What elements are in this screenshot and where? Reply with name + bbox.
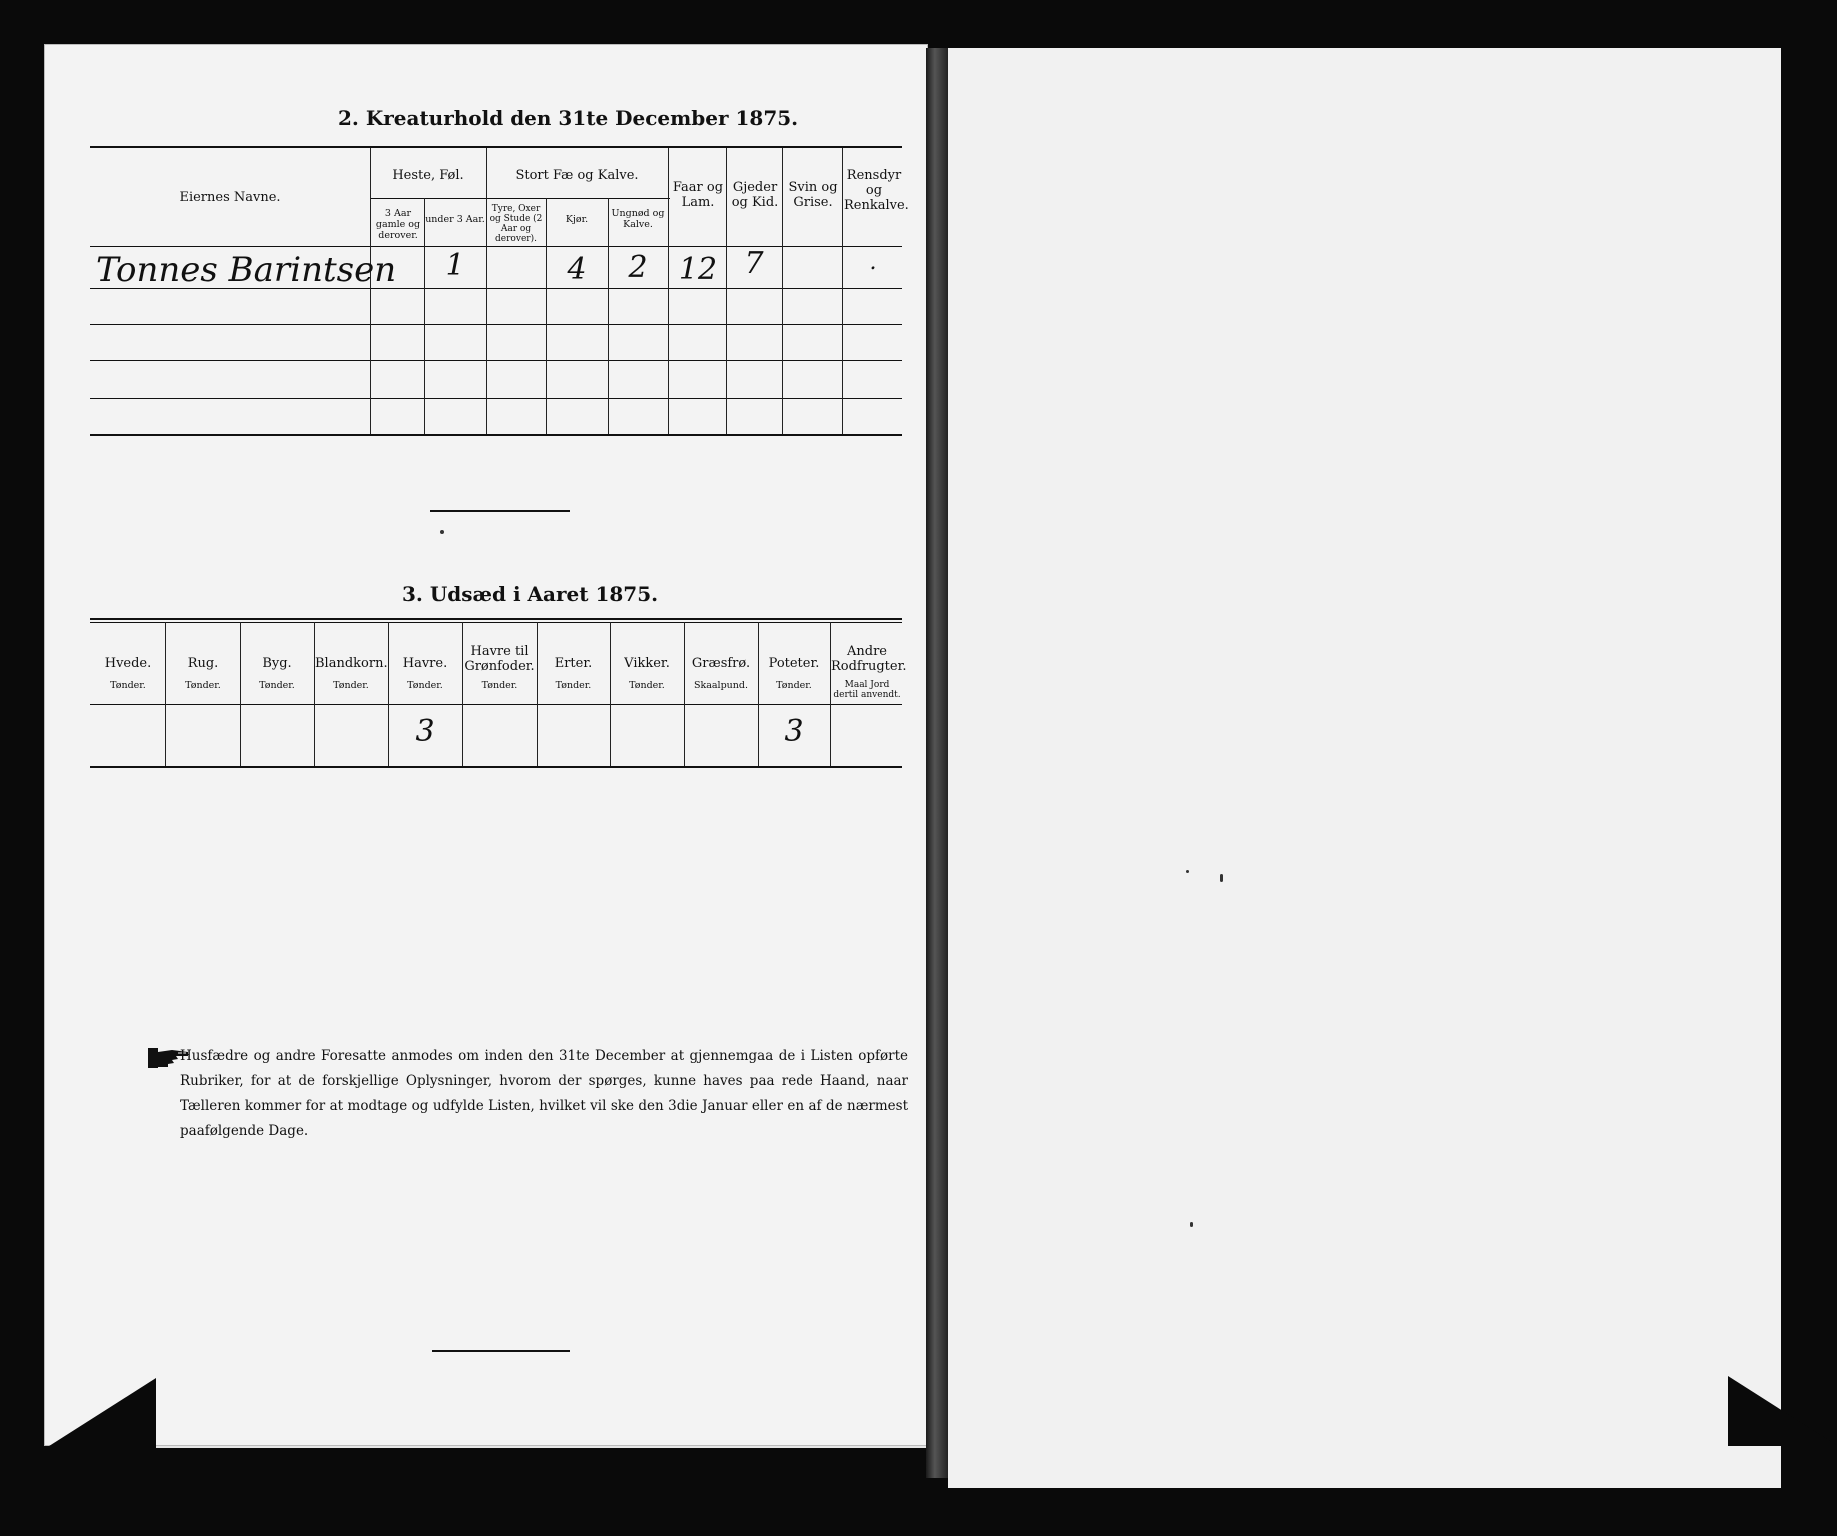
table2-top-rule: [90, 146, 902, 148]
unit-hvede: Tønder.: [110, 680, 146, 691]
header-erter: Erter.: [554, 656, 593, 671]
right-page-blank: [948, 48, 1781, 1488]
table2-col-divider: [424, 198, 425, 434]
corner-mount-left: [46, 1378, 156, 1448]
ink-speck: [1186, 870, 1189, 873]
unit-byg: Tønder.: [259, 680, 295, 691]
unit-blandkorn: Tønder.: [333, 680, 369, 691]
table2-col-divider: [370, 148, 371, 434]
header-gjeder: Gjeder og Kid.: [731, 180, 779, 210]
header-heste-young: under 3 Aar.: [425, 214, 485, 225]
table3-col-divider: [537, 622, 538, 766]
table2-col-divider: [486, 148, 487, 434]
ink-speck: [1220, 874, 1223, 882]
header-stort-fae: Stort Fæ og Kalve.: [515, 168, 639, 183]
header-owner-names: Eiernes Navne.: [179, 190, 281, 205]
unit-vikker: Tønder.: [629, 680, 665, 691]
ink-dot: [440, 530, 444, 534]
header-vikker: Vikker.: [624, 656, 670, 671]
header-rug: Rug.: [187, 656, 219, 671]
unit-andre-rodfrugter: Maal Jord dertil anvendt.: [833, 680, 901, 700]
value-havre: 3: [415, 714, 435, 749]
table2-row-rule: [90, 324, 902, 325]
section2-title: 2. Kreaturhold den 31te December 1875.: [338, 106, 799, 130]
row-faar: 12: [678, 252, 718, 287]
row-gjeder: 7: [744, 246, 764, 281]
header-havre: Havre.: [402, 656, 448, 671]
row-kjor: 4: [567, 252, 587, 287]
book-gutter: [926, 48, 948, 1478]
table2-col-divider: [546, 198, 547, 434]
table2-row-rule: [90, 360, 902, 361]
table2-subheader-rule: [370, 198, 670, 199]
unit-graesfro: Skaalpund.: [693, 680, 749, 691]
unit-havre: Tønder.: [407, 680, 443, 691]
header-havre-gronfoder: Havre til Grønfoder.: [464, 644, 535, 674]
header-hvede: Hvede.: [104, 656, 152, 671]
section3-title: 3. Udsæd i Aaret 1875.: [402, 582, 659, 606]
table3-col-divider: [610, 622, 611, 766]
table3-col-divider: [240, 622, 241, 766]
table2-col-divider: [668, 148, 669, 434]
header-graesfro: Græsfrø.: [691, 656, 751, 671]
table2-col-divider: [726, 148, 727, 434]
header-blandkorn: Blandkorn.: [315, 656, 388, 671]
corner-mount-right: [1728, 1376, 1837, 1446]
header-stude: Tyre, Oxer og Stude (2 Aar og derover).: [489, 204, 543, 244]
row-heste-young: 1: [445, 248, 465, 283]
header-andre-rodfrugter: Andre Rodfrugter.: [831, 644, 907, 674]
header-ungnod: Ungnød og Kalve.: [611, 208, 665, 230]
header-faar: Faar og Lam.: [672, 180, 724, 210]
value-poteter: 3: [784, 714, 804, 749]
header-heste-old: 3 Aar gamle og derover.: [375, 208, 421, 241]
separator-rule: [430, 510, 570, 512]
table2-col-divider: [608, 198, 609, 434]
table3-col-divider: [314, 622, 315, 766]
header-rensdyr: Rensdyr og Renkalve.: [844, 168, 909, 213]
row-rensdyr: .: [869, 250, 877, 275]
notice-text: Husfædre og andre Foresatte anmodes om inden den 31te December at gjennemgaa de i Listen opførte Rubriker, for at de forskjellige Oplysninger, hvorom der spørges, kunne haves paa rede Haand, naar Tælleren kommer for at modtage og udfylde Listen, hvilket vil ske den 3die Januar eller en af de nærmest paafølgende Dage.: [180, 1048, 908, 1139]
table3-col-divider: [684, 622, 685, 766]
header-svin: Svin og Grise.: [788, 180, 838, 210]
table2-row-rule: [90, 398, 902, 399]
table3-col-divider: [165, 622, 166, 766]
header-byg: Byg.: [262, 656, 292, 671]
table3-top-rule-inner: [90, 622, 902, 623]
unit-poteter: Tønder.: [776, 680, 812, 691]
header-poteter: Poteter.: [768, 656, 820, 671]
row-ungnod: 2: [628, 250, 648, 285]
header-kjor: Kjør.: [565, 214, 589, 225]
table2-bottom-rule: [90, 434, 902, 436]
unit-havre-gronfoder: Tønder.: [481, 680, 518, 691]
table3-top-rule: [90, 618, 902, 620]
table3-bottom-rule: [90, 766, 902, 768]
ink-speck: [1190, 1222, 1193, 1227]
row-owner-name: Tonnes Barintsen: [96, 250, 397, 290]
unit-erter: Tønder.: [555, 680, 592, 691]
unit-rug: Tønder.: [185, 680, 221, 691]
closing-rule: [432, 1350, 570, 1352]
table3-header-bottom-rule: [90, 704, 902, 705]
table2-col-divider: [782, 148, 783, 434]
header-heste: Heste, Føl.: [392, 168, 464, 183]
table2-col-divider: [842, 148, 843, 434]
